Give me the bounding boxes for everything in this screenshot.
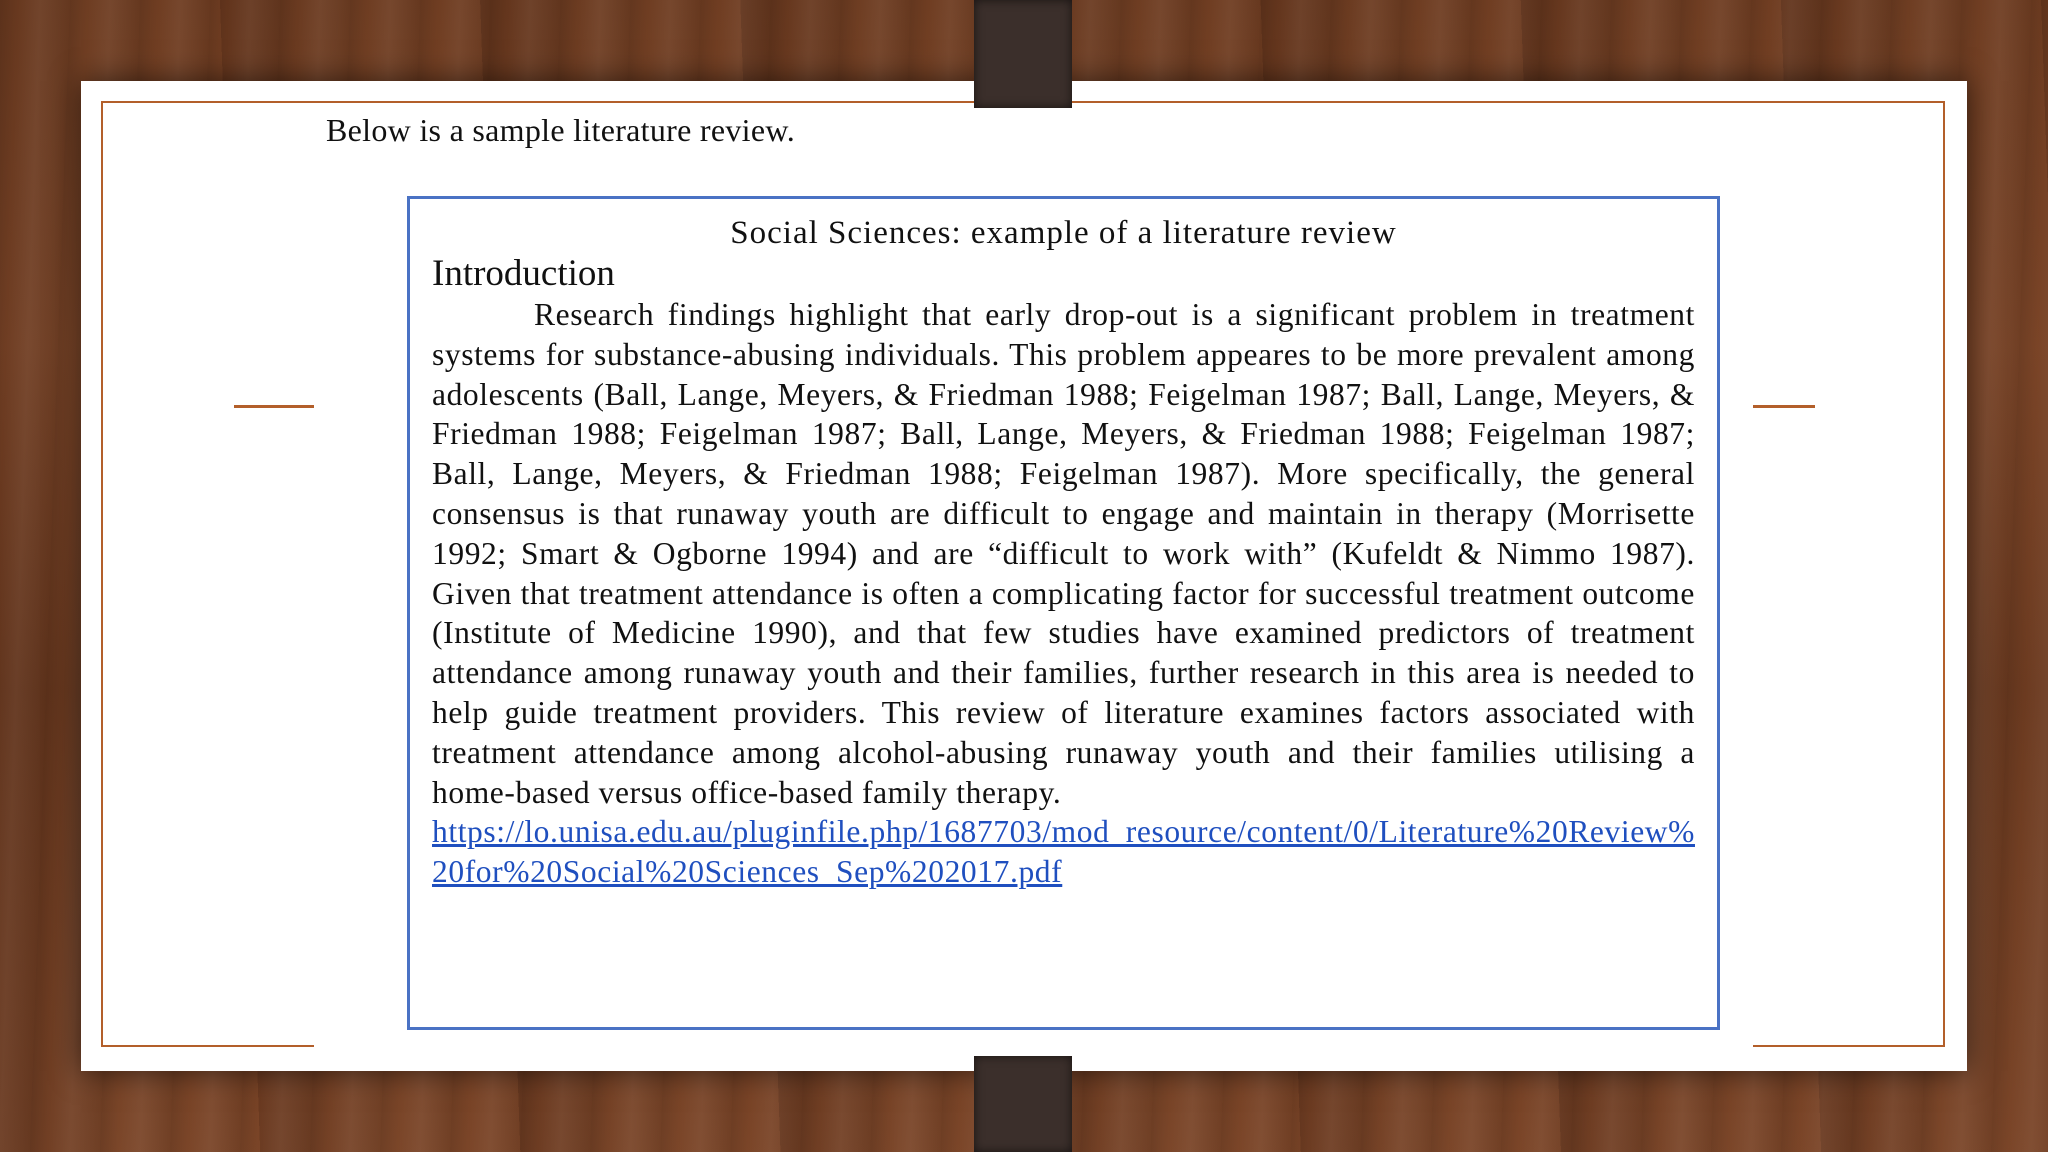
literature-review-box bbox=[407, 196, 1720, 1030]
strap-top bbox=[974, 0, 1072, 108]
accent-line-left bbox=[234, 405, 314, 408]
review-body: Research findings highlight that early drop-out is a significant problem in treatment systems for substance-abusing individuals. This problem appeares to be more prevalent among adolescents (Ball, Lange, Meyers, & Friedman 1988; Feigelman 1987; Ball, Lange, Meyers, & Friedman 1988; Feigelman 1987; Ball, Lange, Meyers, & Friedman 1988; Feigelman 1987; Ball, Lange, Meyers, & Friedman 1988; Feigelman 1987). More specifically, the general consensus is that runaway youth are difficult to engage and maintain in therapy (Morrisette 1992; Smart & Ogborne 1994) and are “difficult to work with” (Kufeldt & Nimmo 1987). Given that treatment attendance is often a complicating factor for successful treatment outcome (Institute of Medicine 1990), and that few studies have examined predictors of treatment attendance among runaway youth and their families, further research in this area is needed to help guide treatment providers. This review of literature examines factors associated with treatment attendance among alcohol-abusing runaway youth and their families utilising a home-based versus office-based family therapy. bbox=[432, 297, 1695, 810]
strap-bottom bbox=[974, 1056, 1072, 1152]
review-title: Social Sciences: example of a literature review bbox=[730, 215, 1397, 251]
review-heading: Introduction bbox=[432, 253, 615, 294]
intro-text: Below is a sample literature review. bbox=[326, 112, 796, 148]
source-link[interactable]: https://lo.unisa.edu.au/pluginfile.php/1687703/mod_resource/content/0/Literature%20Review%20for%20Social%20Sciences_Sep%202017.pdf bbox=[432, 814, 1695, 890]
accent-line-right bbox=[1753, 405, 1815, 408]
